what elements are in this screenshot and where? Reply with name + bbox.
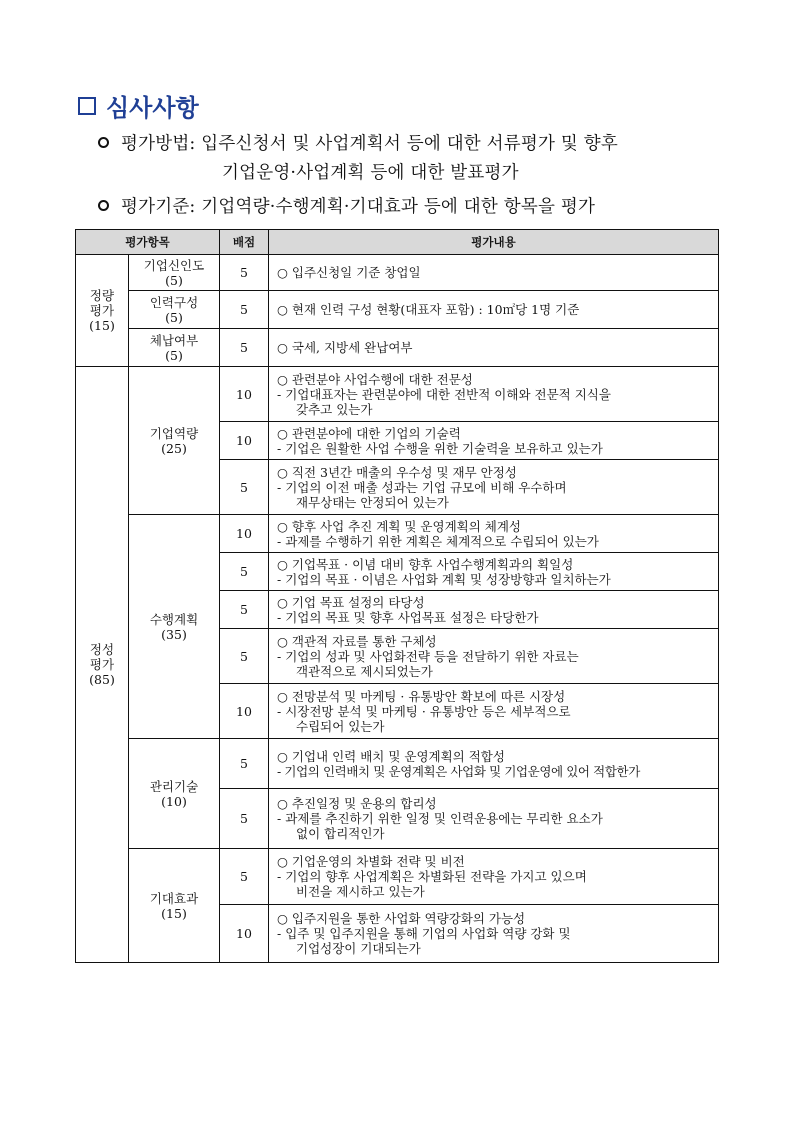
evaluation-table — [75, 229, 719, 963]
header-item: 평가항목 — [76, 230, 220, 255]
score-cell: 10 — [220, 367, 269, 422]
score-cell: 10 — [220, 684, 269, 739]
table-row — [76, 515, 719, 553]
content-cell: ○ 전망분석 및 마케팅 · 유통방안 확보에 따른 시장성 - 시장전망 분석 및 마케팅 · 유통방안 등은 세부적으로 수립되어 있는가 — [269, 684, 719, 739]
section-heading — [78, 88, 199, 123]
score-cell: 5 — [220, 629, 269, 684]
content-cell: ○ 관련분야에 대한 기업의 기술력 - 기업은 원활한 사업 수행을 위한 기술력을 보유하고 있는가 — [269, 422, 719, 460]
score-cell: 5 — [220, 591, 269, 629]
score-cell: 10 — [220, 515, 269, 553]
table-row — [76, 367, 719, 422]
content-cell: ○ 기업 목표 설정의 타당성 - 기업의 목표 및 향후 사업목표 설정은 타당한가 — [269, 591, 719, 629]
item-label: 기대효과 (15) — [129, 849, 220, 963]
score-cell: 5 — [220, 291, 269, 329]
content-cell: ○ 입주신청일 기준 창업일 — [269, 255, 719, 291]
bullet-method-cont — [222, 162, 519, 184]
item-label: 기업역량 (25) — [129, 367, 220, 515]
table-row — [76, 849, 719, 905]
method-line-2: 기업운영·사업계획 등에 대한 발표평가 — [222, 163, 519, 183]
circle-bullet-icon — [98, 137, 109, 148]
table-row — [76, 291, 719, 329]
content-cell: ○ 객관적 자료를 통한 구체성 - 기업의 성과 및 사업화전략 등을 전달하기 위한 자료는 객관적으로 제시되었는가 — [269, 629, 719, 684]
table-row — [76, 255, 719, 291]
score-cell: 5 — [220, 789, 269, 849]
item-label: 체납여부 (5) — [129, 329, 220, 367]
header-score: 배점 — [220, 230, 269, 255]
item-label: 수행계획 (35) — [129, 515, 220, 739]
content-cell: ○ 국세, 지방세 완납여부 — [269, 329, 719, 367]
content-cell: ○ 현재 인력 구성 현황(대표자 포함) : 10㎡당 1명 기준 — [269, 291, 719, 329]
score-cell: 10 — [220, 422, 269, 460]
table-row — [76, 329, 719, 367]
score-cell: 5 — [220, 329, 269, 367]
item-label: 인력구성 (5) — [129, 291, 220, 329]
header-content: 평가내용 — [269, 230, 719, 255]
method-line-1: 평가방법: 입주신청서 및 사업계획서 등에 대한 서류평가 및 향후 — [121, 134, 618, 154]
score-cell: 10 — [220, 905, 269, 963]
bullet-criteria — [98, 196, 595, 218]
checkbox-square-icon — [78, 97, 96, 115]
content-cell: ○ 추진일정 및 운용의 합리성 - 과제를 추진하기 위한 일정 및 인력운용에는 무리한 요소가 없이 합리적인가 — [269, 789, 719, 849]
content-cell: ○ 기업운영의 차별화 전략 및 비전 - 기업의 향후 사업계획은 차별화된 전략을 가지고 있으며 비전을 제시하고 있는가 — [269, 849, 719, 905]
group-qual: 정성 평가 (85) — [76, 367, 129, 963]
content-cell: ○ 입주지원을 통한 사업화 역량강화의 가능성 - 입주 및 입주지원을 통해 기업의 사업화 역량 강화 및 기업성장이 기대되는가 — [269, 905, 719, 963]
score-cell: 5 — [220, 849, 269, 905]
item-label: 관리기술 (10) — [129, 739, 220, 849]
circle-bullet-icon — [98, 200, 109, 211]
section-title: 심사사항 — [106, 94, 199, 122]
score-cell: 5 — [220, 255, 269, 291]
content-cell: ○ 향후 사업 추진 계획 및 운영계획의 체계성 - 과제를 수행하기 위한 계획은 체계적으로 수립되어 있는가 — [269, 515, 719, 553]
table-header-row — [76, 230, 719, 255]
content-cell: ○ 기업내 인력 배치 및 운영계획의 적합성 - 기업의 인력배치 및 운영계획은 사업화 및 기업운영에 있어 적합한가 — [269, 739, 719, 789]
content-cell: ○ 직전 3년간 매출의 우수성 및 재무 안정성 - 기업의 이전 매출 성과는 기업 규모에 비해 우수하며 재무상태는 안정되어 있는가 — [269, 460, 719, 515]
score-cell: 5 — [220, 460, 269, 515]
content-cell: ○ 관련분야 사업수행에 대한 전문성 - 기업대표자는 관련분야에 대한 전반적 이해와 전문적 지식을 갖추고 있는가 — [269, 367, 719, 422]
item-label: 기업신인도 (5) — [129, 255, 220, 291]
bullet-method — [98, 133, 618, 155]
group-quant: 정량 평가 (15) — [76, 255, 129, 367]
criteria-line: 평가기준: 기업역량·수행계획·기대효과 등에 대한 항목을 평가 — [121, 197, 596, 217]
score-cell: 5 — [220, 553, 269, 591]
content-cell: ○ 기업목표 · 이념 대비 향후 사업수행계획과의 획일성 - 기업의 목표 · 이념은 사업화 계획 및 성장방향과 일치하는가 — [269, 553, 719, 591]
table-row — [76, 739, 719, 789]
score-cell: 5 — [220, 739, 269, 789]
